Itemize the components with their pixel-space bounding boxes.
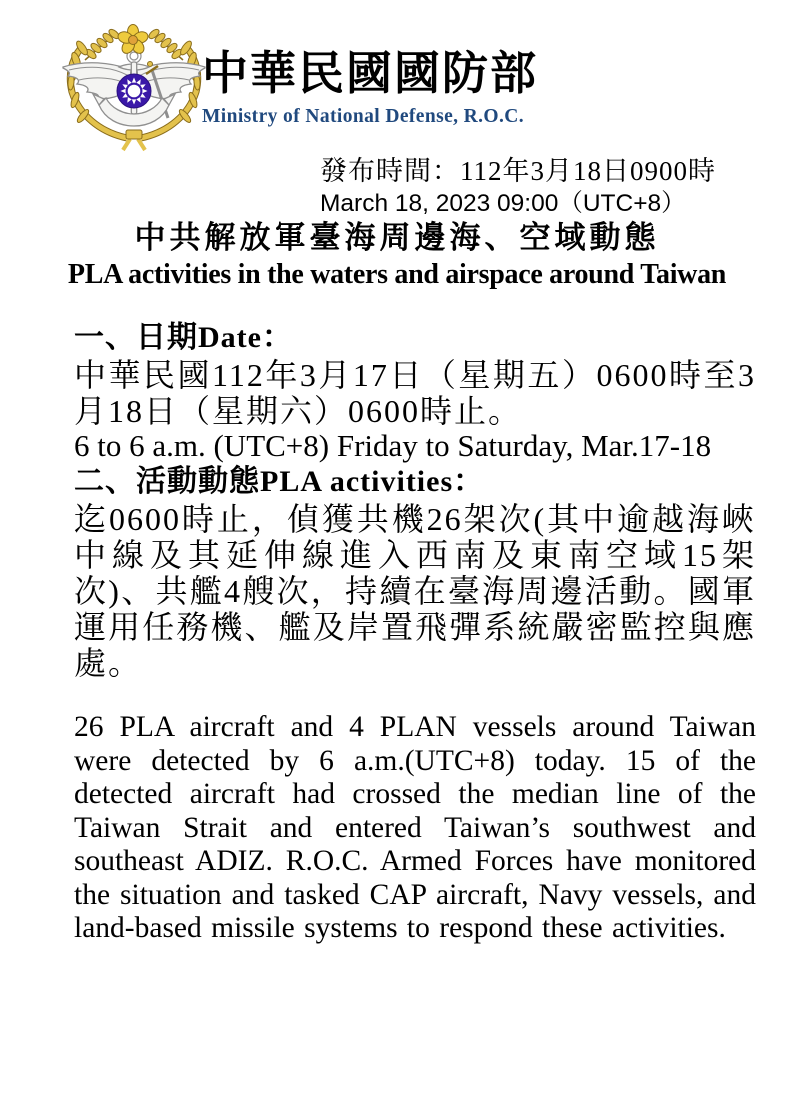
release-time-en: March 18, 2023 09:00（UTC+8） — [320, 190, 686, 217]
mnd-emblem — [55, 10, 220, 155]
mnd-header — [0, 0, 794, 155]
section-date-text-zh: 中華民國112年3月17日（星期五）0600時至3月18日（星期六）0600時止。 — [74, 357, 756, 429]
release-time — [320, 155, 794, 219]
section-date-heading: 一、日期Date： — [74, 321, 293, 354]
doc-body — [74, 319, 756, 946]
doc-title-zh: 中共解放軍臺海周邊海、空域動態 — [134, 220, 660, 255]
doc-title-en: PLA activities in the waters and airspace around Taiwan — [67, 259, 727, 290]
section-activities — [74, 463, 756, 946]
section-activities-heading: 二、活動動態PLA activities： — [74, 465, 485, 498]
section-activities-text-zh: 迄0600時止，偵獲共機26架次(其中逾越海峽中線及其延伸線進入西南及東南空域15架次)、共艦4艘次，持續在臺海周邊活動。國軍運用任務機、艦及岸置飛彈系統嚴密監控與應處。 — [74, 501, 756, 681]
sun-disc-icon — [117, 74, 151, 108]
section-date-text-en: 6 to 6 a.m. (UTC+8) Friday to Saturday, Mar.17-18 — [74, 428, 712, 463]
org-titles — [202, 50, 538, 128]
release-time-zh: 發布時間：112年3月18日0900時 — [320, 156, 716, 186]
section-activities-text-en: 26 PLA aircraft and 4 PLAN vessels around Taiwan were detected by 6 a.m.(UTC+8) today. 15 of the detected aircraft had crossed the median line of the Taiwan Strait and entered Taiwan’s southwest and southeast ADIZ. R.O.C. Armed Forces have monitored the situation and tasked CAP aircraft, Navy vessels, and land-based missile systems to respond these activities. — [74, 711, 756, 944]
org-name-zh: 中華民國國防部 — [202, 48, 538, 99]
section-date — [74, 319, 756, 463]
org-name-en: Ministry of National Defense, R.O.C. — [202, 106, 525, 128]
plum-blossom-icon — [117, 25, 150, 56]
